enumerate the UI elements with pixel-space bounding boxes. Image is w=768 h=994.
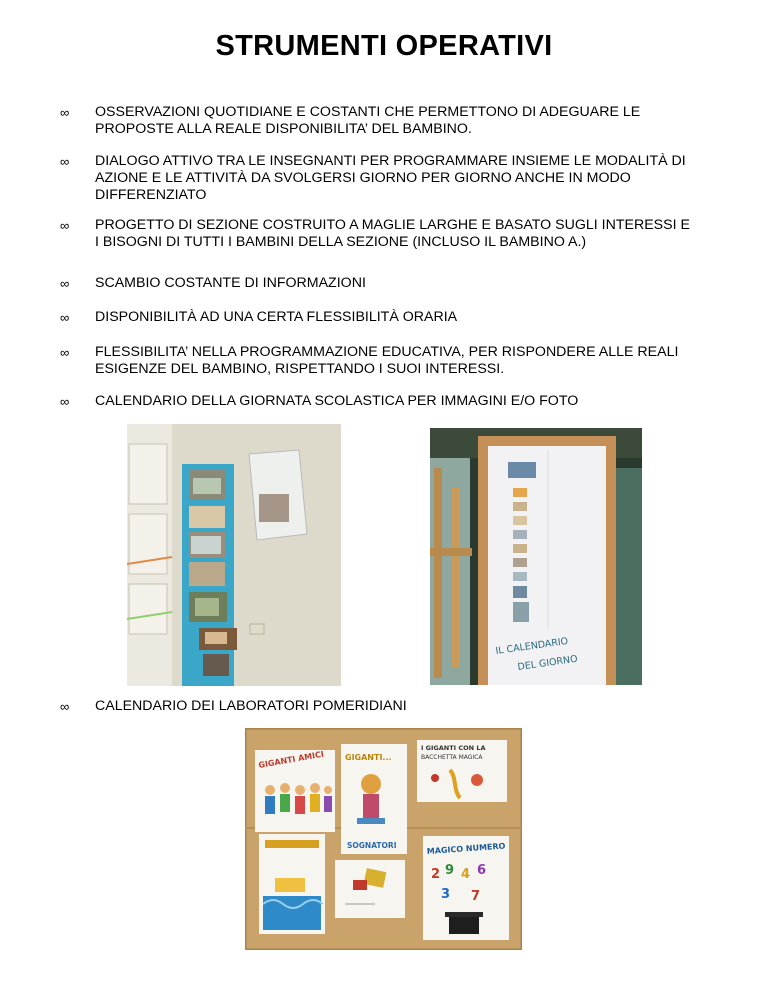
- bullet-text: PROGETTO DI SEZIONE COSTRUITO A MAGLIE LARGHE E BASATO SUGLI INTERESSI E I BISOGNI DI TUTTI I BAMBINI DELLA SEZIONE (INCLUSO IL BAMBINO A.): [95, 217, 690, 250]
- bullet-icon: ∞: [60, 394, 70, 409]
- poster-giganti-title: GIGANTI...: [345, 753, 392, 762]
- bullet-text: FLESSIBILITA’ NELLA PROGRAMMAZIONE EDUCATIVA, PER RISPONDERE ALLE REALI ESIGENZE DEL BAMBINO, RISPETTANDO I SUOI INTERESSI.: [95, 344, 679, 377]
- bullet-text: DISPONIBILITÀ AD UNA CERTA FLESSIBILITÀ ORARIA: [95, 309, 458, 325]
- svg-text:9: 9: [445, 863, 455, 878]
- photo-daily-calendar-wall: [127, 424, 341, 686]
- bullet-icon: ∞: [60, 154, 70, 169]
- bullet-text: CALENDARIO DELLA GIORNATA SCOLASTICA PER IMMAGINI E/O FOTO: [95, 393, 579, 409]
- svg-text:4: 4: [461, 867, 471, 882]
- poster-bacchetta-title-2: BACCHETTA MAGICA: [421, 754, 483, 761]
- calendar-caption-line2: DEL GIORNO: [516, 653, 579, 673]
- bullet-icon: ∞: [60, 345, 70, 360]
- photo-calendar-del-giorno: [430, 428, 642, 685]
- bullet-icon: ∞: [60, 105, 70, 120]
- poster-giganti-amici-title: GIGANTI AMICI: [257, 749, 325, 770]
- bullet-text: CALENDARIO DEI LABORATORI POMERIDIANI: [95, 698, 407, 714]
- poster-sognatori-title: SOGNATORI: [347, 841, 397, 850]
- svg-text:3: 3: [441, 887, 451, 902]
- bullet-icon: ∞: [60, 276, 70, 291]
- bullet-text: OSSERVAZIONI QUOTIDIANE E COSTANTI CHE PERMETTONO DI ADEGUARE LE PROPOSTE ALLA REALE DISPONIBILITA’ DEL BAMBINO.: [95, 104, 641, 137]
- svg-text:2: 2: [431, 867, 441, 882]
- bullet-icon: ∞: [60, 699, 70, 714]
- bullet-icon: ∞: [60, 218, 70, 233]
- calendar-caption-line1: IL CALENDARIO: [494, 635, 569, 657]
- poster-magico-numero-title: MAGICO NUMERO: [426, 841, 506, 856]
- photo-afternoon-labs-board: [245, 728, 522, 950]
- poster-bacchetta-title-1: I GIGANTI CON LA: [421, 744, 486, 752]
- bullet-icon: ∞: [60, 310, 70, 325]
- bullet-text: DIALOGO ATTIVO TRA LE INSEGNANTI PER PROGRAMMARE INSIEME LE MODALITÀ DI AZIONE E LE ATTIVITÀ DA SVOLGERSI GIORNO PER GIORNO ANCHE IN MODO DIFFERENZIATO: [95, 153, 686, 203]
- bullet-text: SCAMBIO COSTANTE DI INFORMAZIONI: [95, 275, 366, 291]
- page-title: STRUMENTI OPERATIVI: [215, 30, 553, 62]
- svg-text:6: 6: [477, 863, 487, 878]
- svg-text:7: 7: [471, 889, 481, 904]
